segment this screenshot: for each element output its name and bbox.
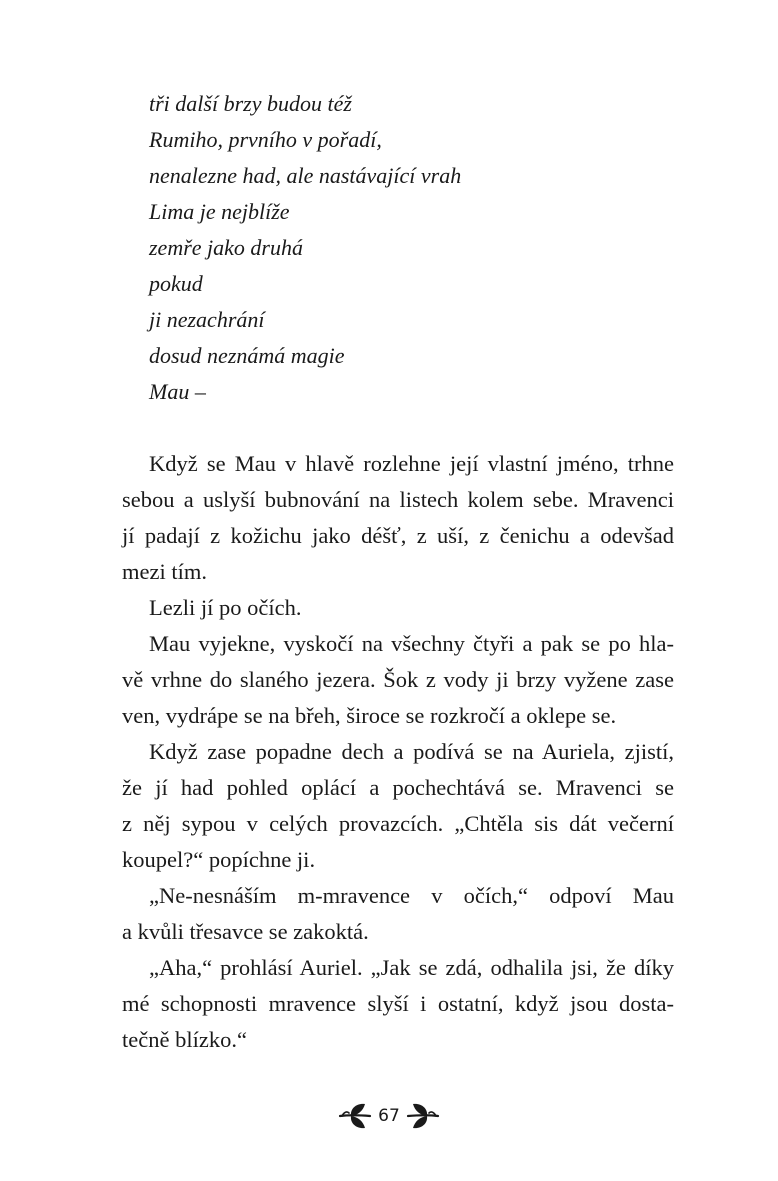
paragraph-line: mezi tím. [122,559,207,584]
poem-block [149,86,709,410]
paragraph-line: z něj sypou v celých provazcích. „Chtěla sis dát večerní [122,811,674,836]
paragraph-line: Mau vyjekne, vyskočí na všechny čtyři a pak se po hla- [149,631,674,656]
poem-line: ji nezachrání [149,307,265,332]
poem-line: pokud [149,271,203,296]
paragraph-line: Když zase popadne dech a podívá se na Auriela, zjistí, [149,739,674,764]
paragraph-line: Když se Mau v hlavě rozlehne její vlastní jméno, trhne [149,451,674,476]
poem-line: Rumiho, prvního v pořadí, [149,127,382,152]
paragraph-line: jí padají z kožichu jako déšť, z uší, z čenichu a odevšad [122,523,674,548]
page-footer [0,1098,778,1134]
paragraph-line: a kvůli třesavce se zakoktá. [122,919,369,944]
poem-line: dosud neznámá magie [149,343,345,368]
leaf-ornament-icon [406,1102,440,1130]
paragraph-line: mé schopnosti mravence slyší i ostatní, když jsou dosta- [122,991,674,1016]
paragraph-line: „Ne-nesnáším m-mravence v očích,“ odpoví Mau [149,883,674,908]
paragraph-line: „Aha,“ prohlásí Auriel. „Jak se zdá, odhalila jsi, že díky [149,955,674,980]
paragraph-line: že jí had pohled oplácí a pochechtává se. Mravenci se [122,775,674,800]
paragraph-line: vě vrhne do slaného jezera. Šok z vody ji brzy vyžene zase [122,667,674,692]
paragraph-line: tečně blízko.“ [122,1027,247,1052]
page-number: 67 [378,1106,400,1126]
poem-line: Mau – [149,379,206,404]
poem-line: tři další brzy budou též [149,91,352,116]
paragraph-line: Lezli jí po očích. [149,595,302,620]
paragraph-line: sebou a uslyší bubnování na listech kolem sebe. Mravenci [122,487,674,512]
poem-line: nenalezne had, ale nastávající vrah [149,163,462,188]
leaf-ornament-icon [338,1102,372,1130]
poem-line: Lima je nejblíže [149,199,290,224]
poem-line: zemře jako druhá [149,235,303,260]
paragraph-line: koupel?“ popíchne ji. [122,847,316,872]
prose-block [122,446,674,1058]
paragraph-line: ven, vydrápe se na břeh, široce se rozkročí a oklepe se. [122,703,617,728]
